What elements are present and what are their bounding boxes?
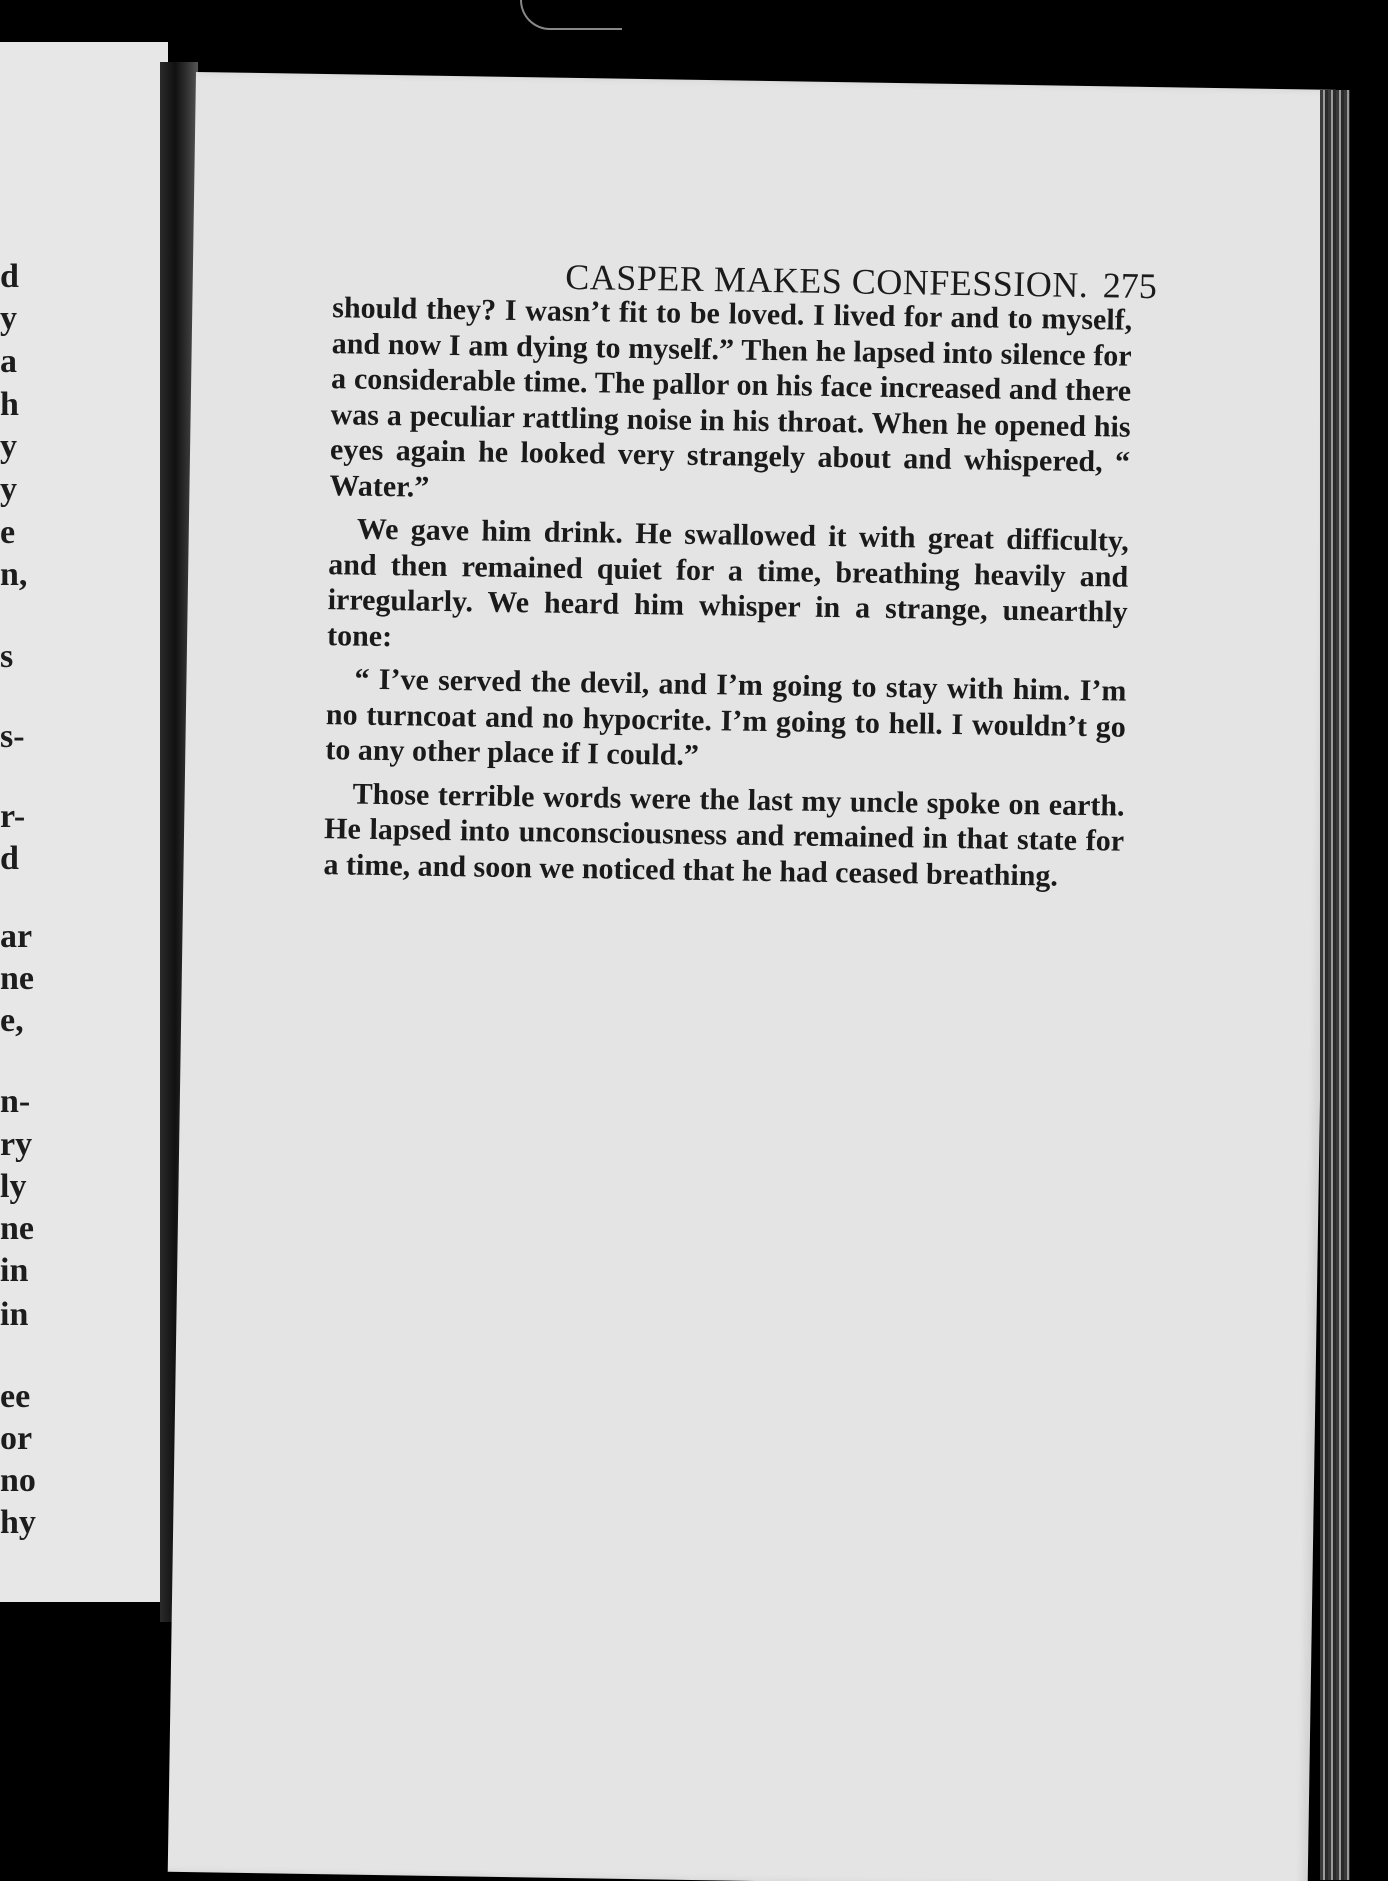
right-page (168, 72, 1336, 1881)
left-page-fragment: d (0, 258, 19, 295)
body-text (323, 290, 1132, 894)
paragraph: “ I’ve served the devil, and I’m going to stay with him. I’m no turncoat and no hypocrite. I’m going to hell. I wouldn’t go to any other place if I could.” (325, 662, 1127, 772)
left-page-fragment: ar (0, 918, 33, 955)
left-page-fragment: e (0, 514, 16, 551)
page-curl-mark (520, 0, 622, 30)
left-page-fragment: ne (0, 960, 34, 997)
left-page-fragment: s (0, 638, 14, 675)
page-edges (1320, 90, 1350, 1880)
paragraph: We gave him drink. He swallowed it with great difficulty, and then remained quiet for a time, breathing heavily and irregularly. We heard him whisper in a strange, unearthly tone: (326, 512, 1130, 653)
left-page-fragment: n- (0, 1083, 31, 1120)
left-page-fragment: ly (0, 1168, 27, 1205)
left-page-fragment: a (0, 343, 17, 380)
running-head: CASPER MAKES CONFESSION. (564, 256, 1089, 306)
left-page-fragment: or (0, 1420, 33, 1457)
left-page-fragment: hy (0, 1504, 36, 1541)
left-page-fragment: h (0, 386, 19, 423)
left-page-fragment: d (0, 840, 19, 877)
left-page-fragment: ee (0, 1378, 31, 1415)
left-facing-page (0, 42, 168, 1602)
left-page-fragment: s- (0, 718, 25, 755)
left-page-fragment: y (0, 300, 17, 337)
page-number: 275 (1102, 265, 1158, 307)
left-page-fragment: y (0, 428, 17, 465)
left-page-fragment: ne (0, 1210, 34, 1247)
left-page-fragment: ry (0, 1126, 33, 1163)
left-page-fragment: n, (0, 556, 28, 593)
left-page-fragment: y (0, 471, 17, 508)
left-page-fragment: no (0, 1462, 36, 1499)
left-page-fragment: e, (0, 1002, 24, 1039)
paragraph: Those terrible words were the last my uncle spoke on earth. He lapsed into unconsciousness and remained in that state for a time, and soon we noticed that he had ceased breathing. (323, 777, 1125, 893)
paragraph: should they? I wasn’t fit to be loved. I lived for and to myself, and now I am dying to myself.” Then he lapsed into silence for a considerable time. The pallor on his face increased and there was a peculiar rattling noise in his throat. When he opened his eyes again he looked very strangely about and whispered, “ Water.” (329, 291, 1133, 504)
left-page-fragment: in (0, 1296, 29, 1333)
left-page-line-endings (0, 42, 168, 1602)
left-page-fragment: r- (0, 798, 26, 835)
left-page-fragment: in (0, 1252, 29, 1289)
